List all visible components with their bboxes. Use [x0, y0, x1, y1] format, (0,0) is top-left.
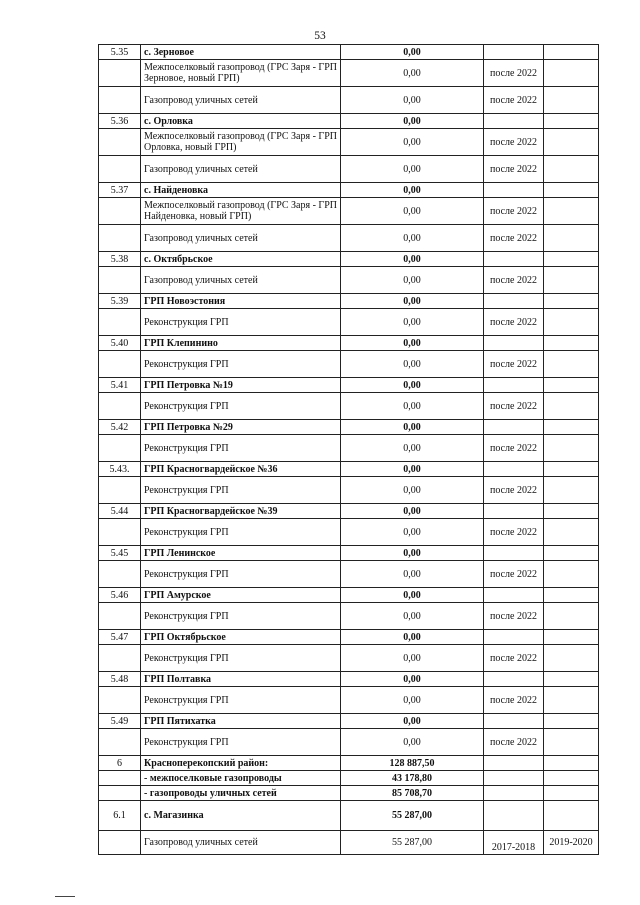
- row-extra: [544, 714, 599, 729]
- row-period: после 2022: [484, 645, 544, 672]
- row-extra: [544, 477, 599, 504]
- row-extra: [544, 114, 599, 129]
- row-number: 5.45: [99, 546, 141, 561]
- row-number: [99, 87, 141, 114]
- row-period: [484, 672, 544, 687]
- table-row: [99, 198, 599, 225]
- row-name: Реконструкция ГРП: [141, 519, 341, 546]
- row-extra: [544, 630, 599, 645]
- row-period: после 2022: [484, 129, 544, 156]
- row-extra: [544, 183, 599, 198]
- row-number: [99, 393, 141, 420]
- row-name: ГРП Петровка №19: [141, 378, 341, 393]
- row-name: Реконструкция ГРП: [141, 603, 341, 630]
- row-number: [99, 435, 141, 462]
- row-name: Реконструкция ГРП: [141, 645, 341, 672]
- row-extra: [544, 588, 599, 603]
- row-period: после 2022: [484, 477, 544, 504]
- table-row: [99, 546, 599, 561]
- row-number: 5.36: [99, 114, 141, 129]
- row-number: [99, 771, 141, 786]
- row-extra: [544, 729, 599, 756]
- row-name: Газопровод уличных сетей: [141, 267, 341, 294]
- row-name: с. Зерновое: [141, 45, 341, 60]
- table-row: [99, 420, 599, 435]
- row-number: [99, 267, 141, 294]
- table-row: [99, 60, 599, 87]
- row-name: ГРП Амурское: [141, 588, 341, 603]
- row-extra: [544, 129, 599, 156]
- row-number: [99, 519, 141, 546]
- row-amount: 0,00: [341, 519, 484, 546]
- table-row: [99, 477, 599, 504]
- row-number: [99, 309, 141, 336]
- row-amount: 0,00: [341, 351, 484, 378]
- row-number: [99, 729, 141, 756]
- row-amount: 0,00: [341, 546, 484, 561]
- gas-pipeline-table: [98, 44, 599, 855]
- row-period: [484, 462, 544, 477]
- table-row: [99, 801, 599, 831]
- row-amount: 0,00: [341, 129, 484, 156]
- row-amount: 0,00: [341, 645, 484, 672]
- row-period: [484, 714, 544, 729]
- row-name: Газопровод уличных сетей: [141, 225, 341, 252]
- row-name: ГРП Новоэстония: [141, 294, 341, 309]
- row-extra: [544, 351, 599, 378]
- table-row: [99, 114, 599, 129]
- row-amount: 0,00: [341, 252, 484, 267]
- row-amount: 0,00: [341, 477, 484, 504]
- row-period: после 2022: [484, 87, 544, 114]
- row-amount: 0,00: [341, 198, 484, 225]
- row-amount: 0,00: [341, 687, 484, 714]
- row-amount: 0,00: [341, 588, 484, 603]
- row-number: [99, 198, 141, 225]
- row-period: [484, 183, 544, 198]
- table-row: [99, 687, 599, 714]
- row-period: после 2022: [484, 687, 544, 714]
- table-row: [99, 183, 599, 198]
- row-name: ГРП Клепинино: [141, 336, 341, 351]
- row-period: после 2022: [484, 309, 544, 336]
- row-name: Реконструкция ГРП: [141, 309, 341, 336]
- row-name: ГРП Красногвардейское №39: [141, 504, 341, 519]
- row-amount: 0,00: [341, 729, 484, 756]
- row-amount: 0,00: [341, 603, 484, 630]
- row-period: [484, 45, 544, 60]
- row-extra: [544, 801, 599, 831]
- row-extra: [544, 60, 599, 87]
- row-number: 5.37: [99, 183, 141, 198]
- row-name: Реконструкция ГРП: [141, 393, 341, 420]
- table-row: [99, 351, 599, 378]
- row-amount: 128 887,50: [341, 756, 484, 771]
- row-number: 6.1: [99, 801, 141, 831]
- table-row: [99, 588, 599, 603]
- row-period: [484, 114, 544, 129]
- row-name: ГРП Октябрьское: [141, 630, 341, 645]
- row-extra: [544, 672, 599, 687]
- table-row: [99, 294, 599, 309]
- row-period: после 2022: [484, 603, 544, 630]
- row-extra: [544, 504, 599, 519]
- row-number: 5.42: [99, 420, 141, 435]
- table-row: [99, 645, 599, 672]
- table-row: [99, 729, 599, 756]
- row-extra: [544, 198, 599, 225]
- row-number: [99, 561, 141, 588]
- row-name: Реконструкция ГРП: [141, 435, 341, 462]
- row-period: [484, 294, 544, 309]
- row-period: после 2022: [484, 435, 544, 462]
- row-number: [99, 351, 141, 378]
- row-extra: [544, 267, 599, 294]
- row-name: Реконструкция ГРП: [141, 477, 341, 504]
- row-amount: 0,00: [341, 435, 484, 462]
- row-number: 5.49: [99, 714, 141, 729]
- table-row: [99, 672, 599, 687]
- row-extra: [544, 252, 599, 267]
- row-name: Газопровод уличных сетей: [141, 156, 341, 183]
- row-amount: 85 708,70: [341, 786, 484, 801]
- row-period: после 2022: [484, 561, 544, 588]
- table-row: [99, 156, 599, 183]
- row-amount: 0,00: [341, 156, 484, 183]
- table-row: [99, 603, 599, 630]
- row-amount: 0,00: [341, 630, 484, 645]
- row-extra: [544, 756, 599, 771]
- row-amount: 0,00: [341, 45, 484, 60]
- row-name: Красноперекопский район:: [141, 756, 341, 771]
- row-amount: 0,00: [341, 393, 484, 420]
- row-period: после 2022: [484, 225, 544, 252]
- table-row: [99, 225, 599, 252]
- table-row: [99, 267, 599, 294]
- row-extra: [544, 462, 599, 477]
- row-amount: 0,00: [341, 378, 484, 393]
- table-body: [99, 45, 599, 855]
- row-number: 5.44: [99, 504, 141, 519]
- table-row: [99, 561, 599, 588]
- page-number: 53: [314, 30, 326, 42]
- row-number: [99, 129, 141, 156]
- row-name: с. Октябрьское: [141, 252, 341, 267]
- row-extra: [544, 45, 599, 60]
- row-period: после 2022: [484, 519, 544, 546]
- row-number: [99, 225, 141, 252]
- row-amount: 0,00: [341, 561, 484, 588]
- row-number: [99, 477, 141, 504]
- row-period: [484, 252, 544, 267]
- row-amount: 0,00: [341, 114, 484, 129]
- row-amount: 0,00: [341, 60, 484, 87]
- table-row: [99, 786, 599, 801]
- row-name: ГРП Ленинское: [141, 546, 341, 561]
- row-name: Межпоселковый газопровод (ГРС Заря - ГРП Орловка, новый ГРП): [141, 129, 341, 156]
- row-name: с. Найденовка: [141, 183, 341, 198]
- row-name: Реконструкция ГРП: [141, 351, 341, 378]
- table-row: [99, 378, 599, 393]
- row-name: ГРП Пятихатка: [141, 714, 341, 729]
- table-row: [99, 309, 599, 336]
- row-period: [484, 336, 544, 351]
- row-amount: 0,00: [341, 504, 484, 519]
- row-number: 5.39: [99, 294, 141, 309]
- row-number: 5.41: [99, 378, 141, 393]
- row-number: 5.35: [99, 45, 141, 60]
- row-number: [99, 60, 141, 87]
- row-name: Газопровод уличных сетей: [141, 87, 341, 114]
- row-name: с. Орловка: [141, 114, 341, 129]
- row-number: [99, 645, 141, 672]
- row-period: [484, 771, 544, 786]
- row-amount: 0,00: [341, 294, 484, 309]
- row-amount: 0,00: [341, 183, 484, 198]
- row-name: ГРП Красногвардейское №36: [141, 462, 341, 477]
- row-number: 5.48: [99, 672, 141, 687]
- row-extra: [544, 393, 599, 420]
- row-amount: 0,00: [341, 462, 484, 477]
- row-extra: [544, 687, 599, 714]
- row-amount: 0,00: [341, 87, 484, 114]
- row-extra: [544, 420, 599, 435]
- row-amount: 55 287,00: [341, 801, 484, 831]
- row-name: Межпоселковый газопровод (ГРС Заря - ГРП Зерновое, новый ГРП): [141, 60, 341, 87]
- row-name: Реконструкция ГРП: [141, 687, 341, 714]
- row-number: [99, 831, 141, 855]
- row-amount: 0,00: [341, 336, 484, 351]
- row-name: Газопровод уличных сетей: [141, 831, 341, 855]
- row-period: после 2022: [484, 267, 544, 294]
- row-name: Реконструкция ГРП: [141, 729, 341, 756]
- row-period: после 2022: [484, 729, 544, 756]
- row-amount: 0,00: [341, 672, 484, 687]
- row-period: [484, 504, 544, 519]
- row-period: [484, 546, 544, 561]
- table-row: [99, 771, 599, 786]
- row-period: после 2022: [484, 198, 544, 225]
- table-row: [99, 462, 599, 477]
- row-name: Реконструкция ГРП: [141, 561, 341, 588]
- table-row: [99, 435, 599, 462]
- row-extra: [544, 156, 599, 183]
- row-period: после 2022: [484, 351, 544, 378]
- row-period: [484, 588, 544, 603]
- row-extra: 2019-2020: [544, 831, 599, 855]
- row-amount: 43 178,80: [341, 771, 484, 786]
- row-name: ГРП Полтавка: [141, 672, 341, 687]
- row-extra: [544, 519, 599, 546]
- row-extra: [544, 546, 599, 561]
- row-period: после 2022: [484, 393, 544, 420]
- row-name: с. Магазинка: [141, 801, 341, 831]
- row-extra: [544, 309, 599, 336]
- row-amount: 0,00: [341, 309, 484, 336]
- row-number: 5.38: [99, 252, 141, 267]
- table-row: [99, 87, 599, 114]
- row-extra: [544, 336, 599, 351]
- row-number: 5.43.: [99, 462, 141, 477]
- row-number: [99, 786, 141, 801]
- row-period: после 2022: [484, 156, 544, 183]
- row-number: 5.46: [99, 588, 141, 603]
- row-period: [484, 756, 544, 771]
- row-amount: 0,00: [341, 225, 484, 252]
- row-number: [99, 156, 141, 183]
- table-row: [99, 252, 599, 267]
- row-number: [99, 603, 141, 630]
- table-row: [99, 630, 599, 645]
- row-name: ГРП Петровка №29: [141, 420, 341, 435]
- row-extra: [544, 294, 599, 309]
- row-period: [484, 801, 544, 831]
- row-extra: [544, 771, 599, 786]
- row-number: 5.40: [99, 336, 141, 351]
- row-extra: [544, 378, 599, 393]
- row-name: - межпоселковые газопроводы: [141, 771, 341, 786]
- table-row: [99, 129, 599, 156]
- row-extra: [544, 645, 599, 672]
- row-amount: 0,00: [341, 267, 484, 294]
- table-row: [99, 393, 599, 420]
- row-name: Межпоселковый газопровод (ГРС Заря - ГРП Найденовка, новый ГРП): [141, 198, 341, 225]
- table-row: [99, 756, 599, 771]
- row-period: 2017-2018: [484, 831, 544, 855]
- row-period: [484, 378, 544, 393]
- row-period: [484, 630, 544, 645]
- footer-mark: [55, 896, 75, 897]
- row-extra: [544, 561, 599, 588]
- row-extra: [544, 435, 599, 462]
- row-extra: [544, 786, 599, 801]
- row-extra: [544, 87, 599, 114]
- row-period: [484, 420, 544, 435]
- row-amount: 0,00: [341, 714, 484, 729]
- table-row: [99, 504, 599, 519]
- row-amount: 0,00: [341, 420, 484, 435]
- row-period: после 2022: [484, 60, 544, 87]
- table-row: [99, 336, 599, 351]
- table-row: [99, 45, 599, 60]
- table-row: [99, 831, 599, 855]
- row-extra: [544, 225, 599, 252]
- row-extra: [544, 603, 599, 630]
- row-number: 6: [99, 756, 141, 771]
- row-name: - газопроводы уличных сетей: [141, 786, 341, 801]
- table-row: [99, 714, 599, 729]
- table-row: [99, 519, 599, 546]
- row-period: [484, 786, 544, 801]
- row-number: 5.47: [99, 630, 141, 645]
- row-number: [99, 687, 141, 714]
- row-amount: 55 287,00: [341, 831, 484, 855]
